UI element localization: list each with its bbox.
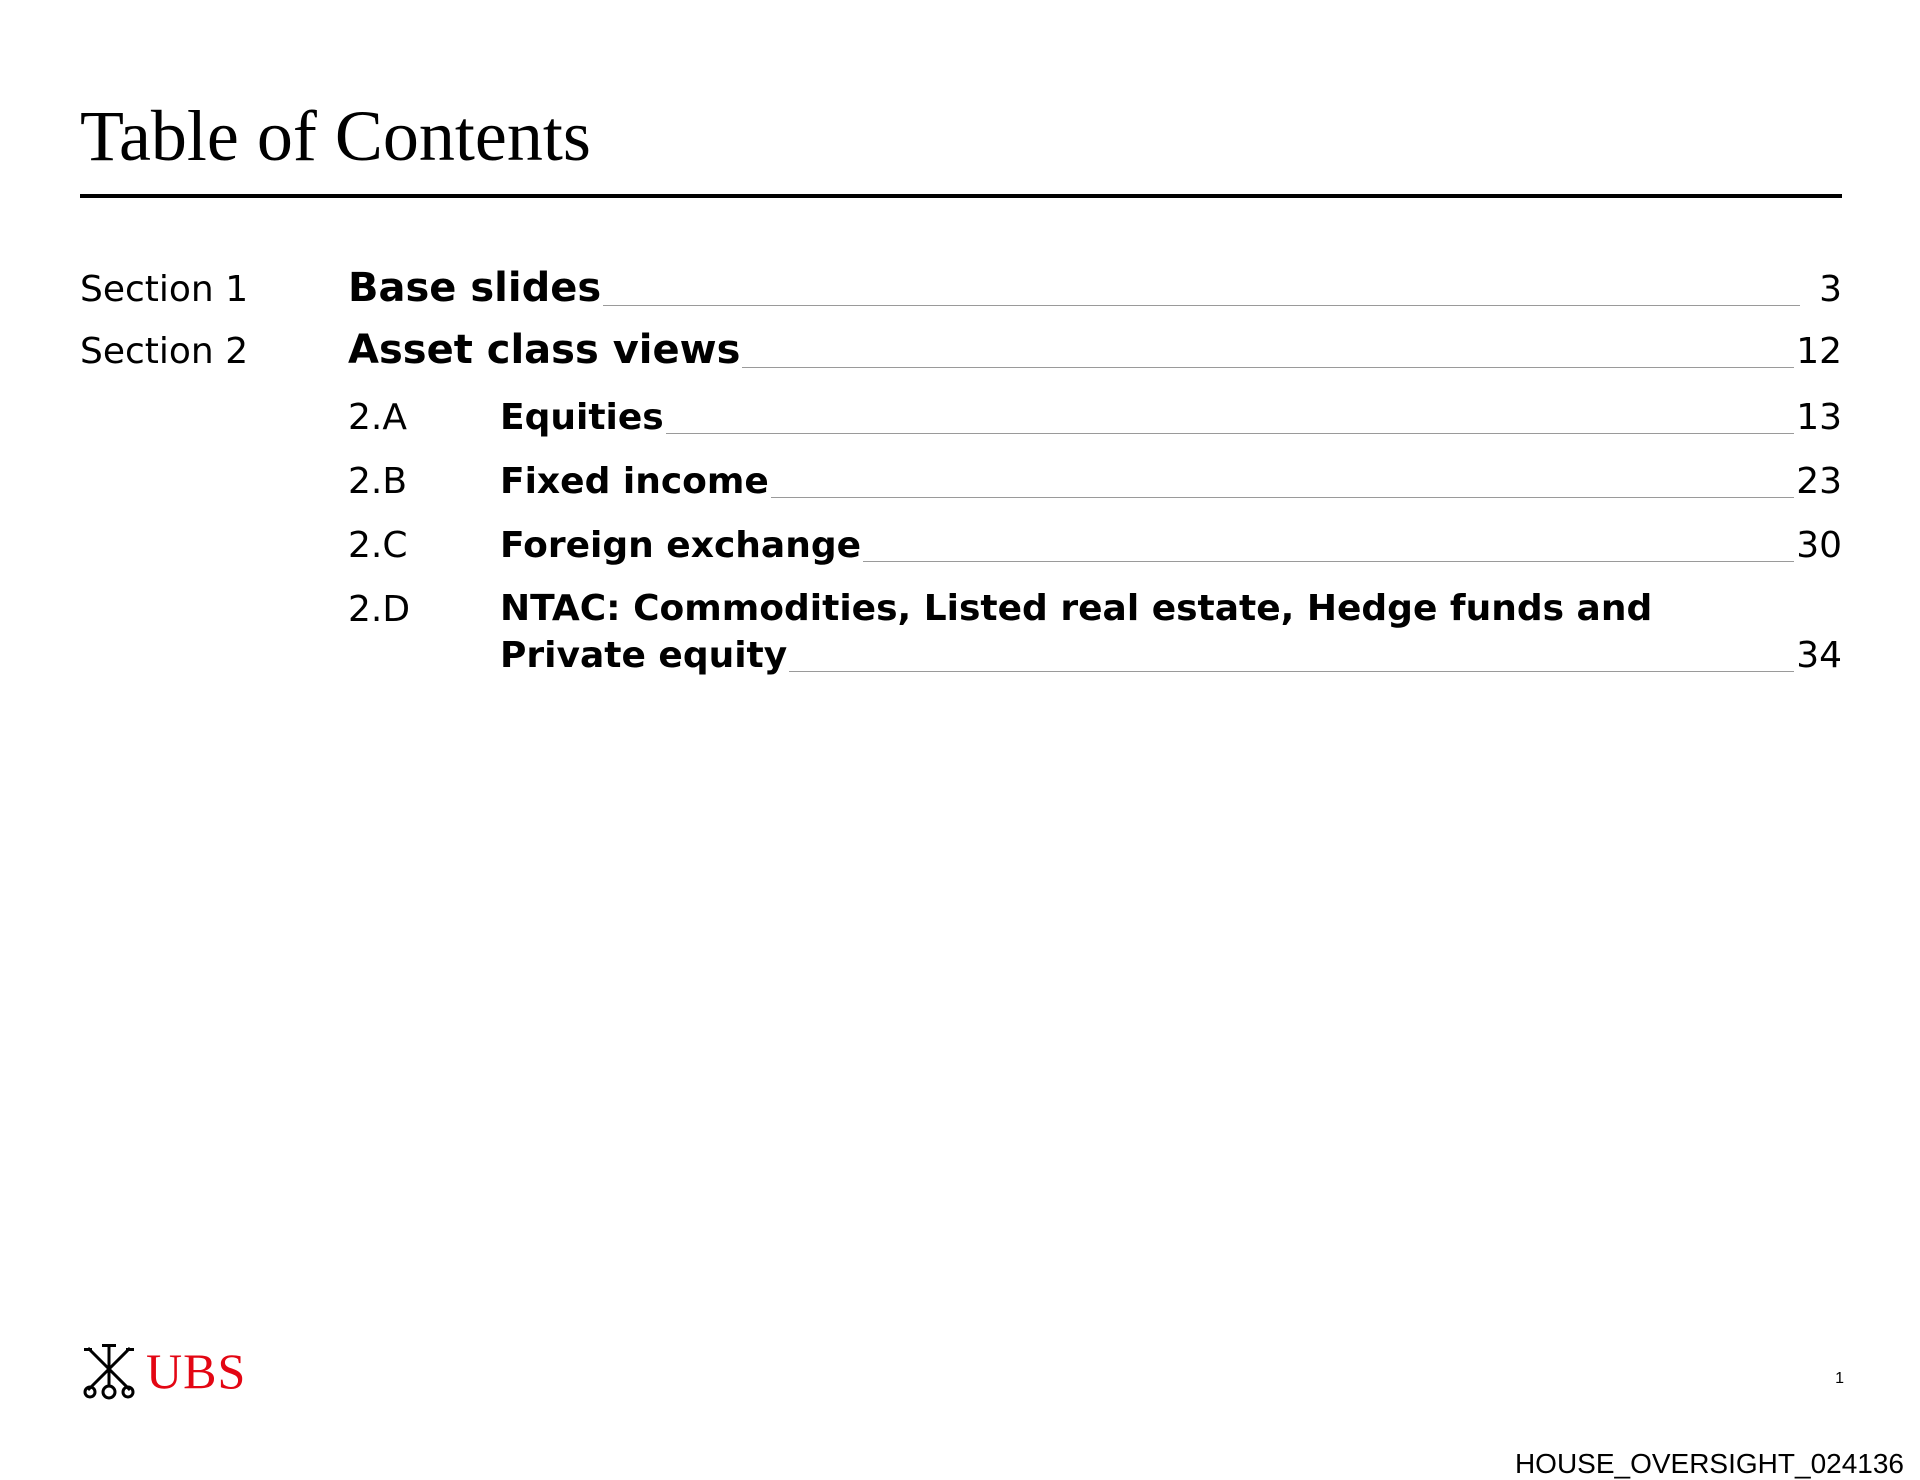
toc-leader <box>771 496 1794 498</box>
subsection-2d-label: 2.D <box>348 589 411 630</box>
title-divider <box>80 194 1842 198</box>
toc-entry-ntac-line1[interactable]: NTAC: Commodities, Listed real estate, Hedge funds and <box>500 588 1653 629</box>
toc-page-number: 34 <box>1796 635 1842 676</box>
page-number: 1 <box>1835 1370 1844 1387</box>
section-1-label: Section 1 <box>80 269 249 310</box>
toc-entry-title: Private equity <box>500 635 788 676</box>
toc-leader <box>789 670 1794 672</box>
subsection-2b-label: 2.B <box>348 461 408 502</box>
toc-leader <box>603 304 1800 306</box>
toc-page-number: 23 <box>1796 461 1842 502</box>
toc-page-number: 30 <box>1796 525 1842 566</box>
toc-leader <box>742 366 1794 368</box>
toc-entry-ntac[interactable] <box>500 635 1842 676</box>
toc-entry-foreign-exchange[interactable] <box>500 525 1842 566</box>
toc-entry-title: Asset class views <box>348 327 741 373</box>
document-id: HOUSE_OVERSIGHT_024136 <box>1514 1448 1904 1479</box>
toc-page-number: 3 <box>1819 269 1842 310</box>
subsection-2a-label: 2.A <box>348 397 407 438</box>
toc-leader <box>666 432 1794 434</box>
toc-entry-base-slides[interactable] <box>348 265 1842 311</box>
toc-page-number: 13 <box>1796 397 1842 438</box>
toc-entry-title: Equities <box>500 397 664 438</box>
toc-entry-title: Base slides <box>348 265 602 311</box>
toc-entry-equities[interactable] <box>500 397 1842 438</box>
page-title: Table of Contents <box>80 96 591 176</box>
ubs-logo <box>80 1340 246 1402</box>
toc-page-number: 12 <box>1796 331 1842 372</box>
ubs-wordmark: UBS <box>146 1343 247 1399</box>
subsection-2c-label: 2.C <box>348 525 408 566</box>
toc-entry-fixed-income[interactable] <box>500 461 1842 502</box>
toc-entry-title: Fixed income <box>500 461 769 502</box>
ubs-keys-logo-icon <box>80 1340 138 1402</box>
toc-leader <box>863 560 1794 562</box>
toc-entry-asset-class-views[interactable] <box>348 327 1842 373</box>
section-2-label: Section 2 <box>80 331 249 372</box>
toc-entry-title: Foreign exchange <box>500 525 862 566</box>
